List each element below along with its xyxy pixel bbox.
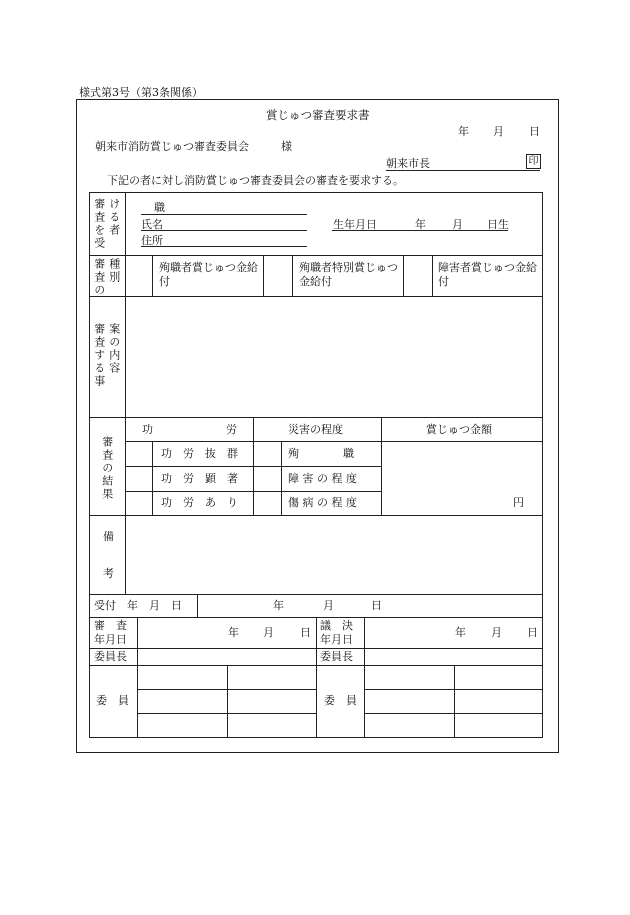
- merit-row-2: 功 労 顕 著: [161, 472, 238, 485]
- chair-label-right: 委員長: [320, 650, 353, 663]
- case-label-2: 案の内容: [107, 323, 121, 375]
- decision-month: 月: [491, 626, 502, 639]
- review-month: 月: [263, 626, 274, 639]
- member-label-left: 委 員: [96, 694, 129, 707]
- job-underline: [141, 214, 307, 215]
- decision-day: 日: [527, 626, 538, 639]
- damage-row-1: 殉 職: [288, 447, 354, 460]
- type-option-2: 殉職者特別賞じゅつ金給付: [299, 261, 398, 288]
- decision-label-1: 議 決: [320, 619, 353, 632]
- review-day: 日: [300, 626, 311, 639]
- type-option-3: 障害者賞じゅつ金給付: [438, 261, 537, 288]
- request-text: 下記の者に対し消防賞じゅつ審査委員会の審査を要求する。: [107, 174, 404, 187]
- header-damage: 災害の程度: [288, 423, 343, 436]
- receipt-year: 年: [273, 599, 284, 612]
- type-option-1: 殉職者賞じゅつ金給付: [159, 261, 258, 288]
- subject-label-1: 審査を受: [92, 198, 106, 250]
- addressee-suffix: 様: [281, 140, 292, 153]
- decision-label-2: 年月日: [320, 633, 353, 646]
- birth-underline: [332, 230, 508, 231]
- header-merit-2: 労: [226, 423, 237, 436]
- date-day: 日: [529, 125, 540, 138]
- job-label: 職: [154, 201, 165, 214]
- type-label-2: 種別: [107, 258, 121, 284]
- sender-underline: [386, 170, 540, 171]
- merit-row-1: 功 労 抜 群: [161, 447, 238, 460]
- damage-row-2: 障 害 の 程 度: [288, 472, 357, 485]
- merit-row-3: 功 労 あ り: [161, 496, 238, 509]
- address-label: 住所: [141, 234, 163, 247]
- case-label-1: 審査する事: [92, 323, 106, 388]
- review-label-1: 審 査: [94, 619, 127, 632]
- name-underline: [141, 230, 307, 231]
- yen-unit: 円: [513, 496, 524, 509]
- name-label: 氏名: [141, 218, 163, 231]
- remarks-label-1: 備: [103, 530, 114, 543]
- birth-year: 年: [415, 218, 426, 231]
- sender: 朝来市長: [386, 157, 430, 170]
- date-month: 月: [493, 125, 504, 138]
- form-number: 様式第3号（第3条関係）: [79, 86, 203, 99]
- date-year: 年: [458, 125, 469, 138]
- result-label: 審査の結果: [100, 436, 114, 501]
- seal-mark: 印: [526, 154, 541, 169]
- damage-row-3: 傷 病 の 程 度: [288, 496, 357, 509]
- birth-month: 月: [452, 218, 463, 231]
- receipt-month: 月: [323, 599, 334, 612]
- review-year: 年: [228, 626, 239, 639]
- decision-year: 年: [455, 626, 466, 639]
- type-label-1: 審査の: [92, 258, 106, 297]
- remarks-label-2: 考: [103, 567, 114, 580]
- receipt-label: 受付 年 月 日: [94, 599, 182, 612]
- chair-label-left: 委員長: [94, 650, 127, 663]
- member-label-right: 委 員: [324, 694, 357, 707]
- header-merit-1: 功: [142, 423, 153, 436]
- birth-label: 生年月日: [333, 218, 377, 231]
- document-title: 賞じゅつ審査要求書: [266, 108, 370, 122]
- subject-label-2: ける者: [107, 198, 121, 237]
- address-underline: [141, 246, 307, 247]
- receipt-day: 日: [371, 599, 382, 612]
- header-amount: 賞じゅつ金額: [426, 423, 492, 436]
- birth-day-suffix: 日生: [487, 218, 509, 231]
- review-label-2: 年月日: [94, 633, 127, 646]
- addressee: 朝来市消防賞じゅつ審査委員会: [95, 140, 249, 153]
